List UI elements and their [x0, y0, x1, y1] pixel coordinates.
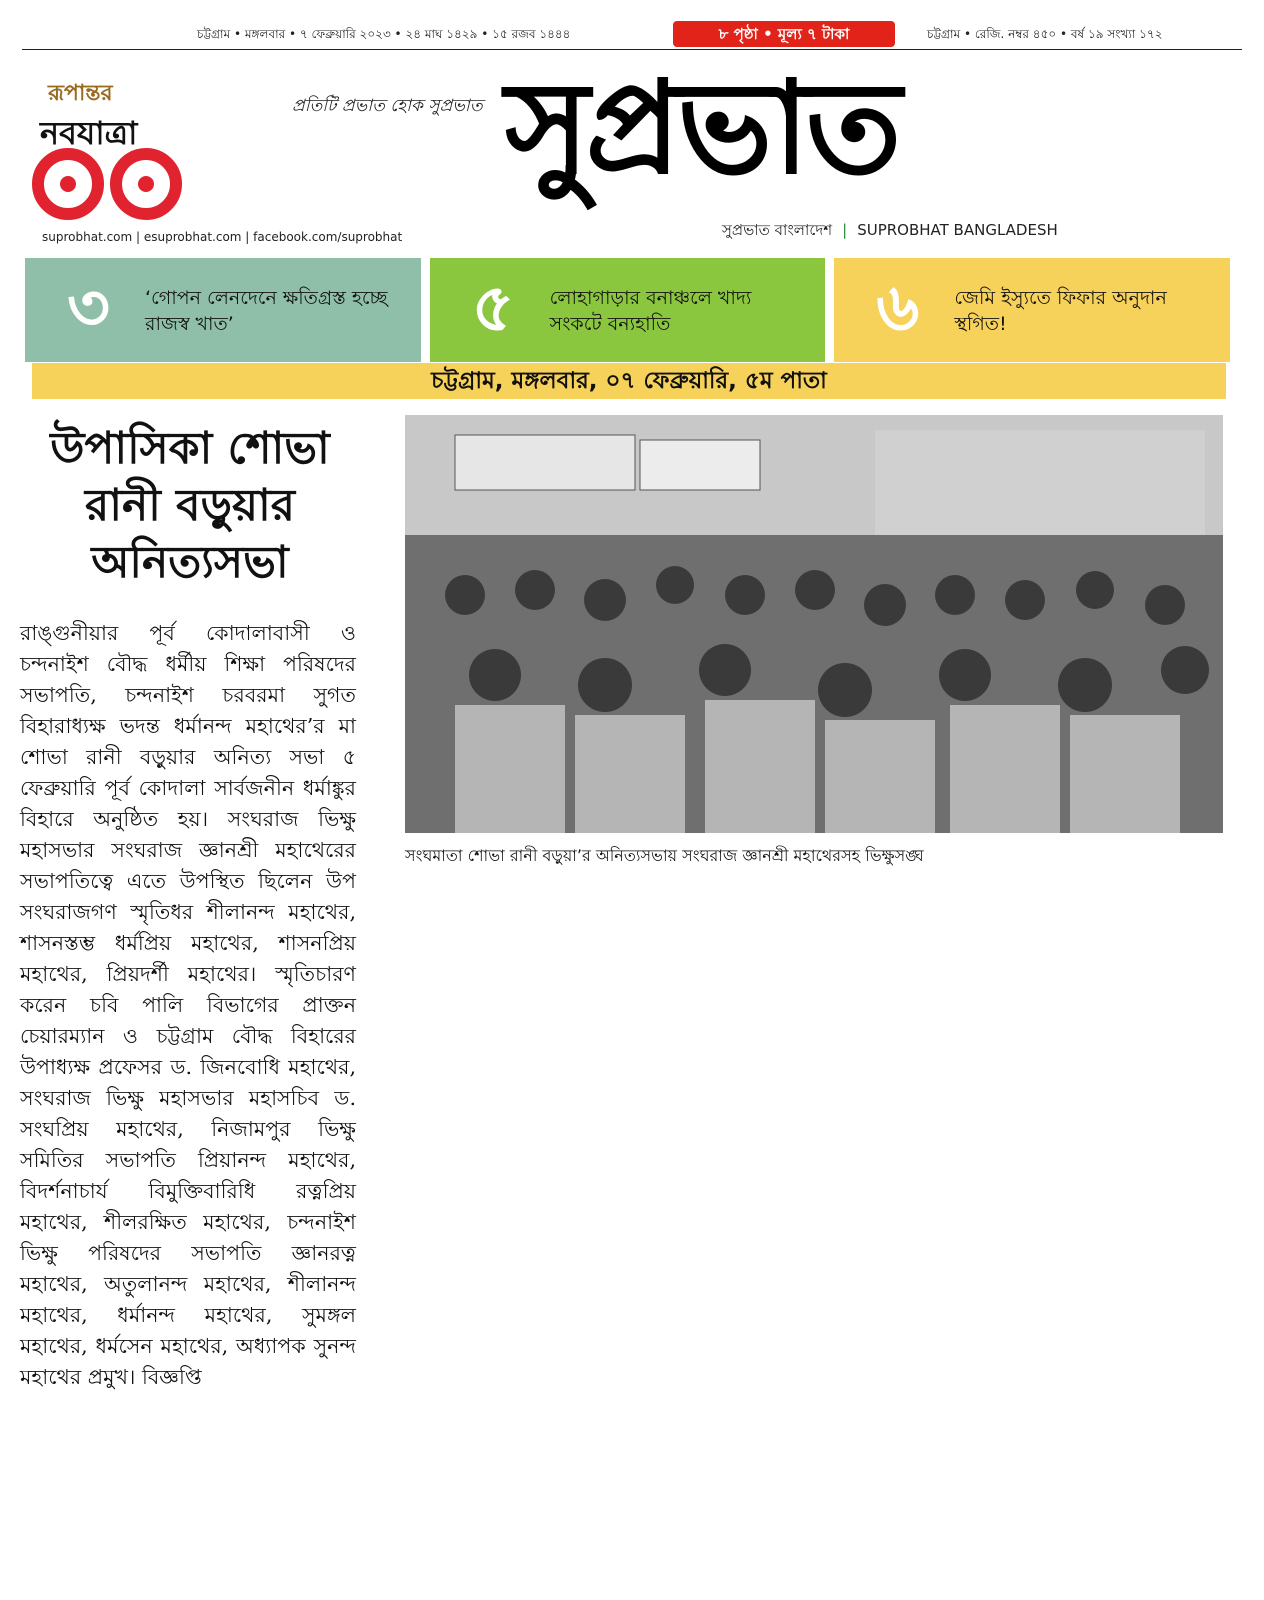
web-links: suprobhat.com | esuprobhat.com | facebook.com/suprobhat: [42, 230, 403, 244]
teaser-page-number: ৬: [876, 269, 920, 346]
teaser-page-number: ৫: [471, 269, 515, 346]
teaser-text: জেমি ইস্যুতে ফিফার অনুদান স্থগিত!: [954, 287, 1167, 335]
teaser-text: লোহাগাড়ার বনাঞ্চলে খাদ্য সংকটে বন্যহাতি: [549, 287, 752, 335]
article-body: রাঙ্গুনীয়ার পূর্ব কোদালাবাসী ও চন্দনাইশ বৌদ্ধ ধর্মীয় শিক্ষা পরিষদের সভাপতি, চন্দনাইশ চরবরমা সুগত বিহারাধ্যক্ষ ভদন্ত ধর্মানন্দ মহাথের’র মা শোভা রানী বড়ুয়ার অনিত্য সভা ৫ ফেব্রুয়ারি পূর্ব কোদালা সার্বজনীন ধর্মাঙ্কুর বিহারে অনুষ্ঠিত হয়। সংঘরাজ ভিক্ষু মহাসভার সংঘরাজ জ্ঞানশ্রী মহাথেরের সভাপতিত্বে এতে উপস্থিত ছিলেন উপ সংঘরাজগণ স্মৃতিধর শীলানন্দ মহাথের, শাসনস্তম্ভ ধর্মপ্রিয় মহাথের, শাসনপ্রিয় মহাথের, প্রিয়দর্শী মহাথের। স্মৃতিচারণ করেন চবি পালি বিভাগের প্রাক্তন চেয়ারম্যান ও চট্টগ্রাম বৌদ্ধ বিহারের উপাধ্যক্ষ প্রফেসর ড. জিনবোধি মহাথের, সংঘরাজ ভিক্ষু মহাসভার মহাসচিব ড. সংঘপ্রিয় মহাথের, নিজামপুর ভিক্ষু সমিতির সভাপতি প্রিয়ানন্দ মহাথের, বিদর্শনাচার্য বিমুক্তিবারিধি রত্নপ্রিয় মহাথের, শীলরক্ষিত মহাথের, চন্দনাইশ ভিক্ষু পরিষদের সভাপতি জ্ঞানরত্ন মহাথের, অতুলানন্দ মহাথের, শীলানন্দ মহাথের, ধর্মানন্দ মহাথের, সুমঙ্গল মহাথের, ধর্মসেন মহাথের, অধ্যাপক সুনন্দ মহাথের প্রমুখ। বিজ্ঞপ্তি: [20, 621, 356, 1389]
article-headline: উপাসিকা শোভা রানী বড়ুয়ার অনিত্যসভা: [50, 423, 330, 589]
top-info-strip: [22, 18, 1242, 50]
separator: |: [842, 221, 848, 239]
teaser-text: ‘গোপন লেনদেনে ক্ষতিগ্রস্ত হচ্ছে রাজস্ব খাত’: [145, 287, 388, 335]
event-photo-graphic: [405, 415, 1223, 833]
issue-info-right: চট্টগ্রাম • রেজি. নম্বর ৪৫০ • বর্ষ ১৯ সংখ্যা ১৭২: [927, 27, 1163, 41]
teaser-page-number: ৩: [67, 269, 110, 346]
issue-info-left: চট্টগ্রাম • মঙ্গলবার • ৭ ফেব্রুয়ারি ২০২৩ • ২৪ মাঘ ১৪২৯ • ১৫ রজব ১৪৪৪: [197, 27, 571, 41]
anniversary-top-text: রূপান্তর: [48, 81, 113, 106]
anniversary-logo: [28, 72, 228, 232]
logo-subtitle-en: SUPROBHAT BANGLADESH: [857, 221, 1058, 239]
teaser-row: [25, 258, 1230, 362]
logo-subtitle: [722, 219, 1058, 244]
tagline: প্রতিটি প্রভাত হোক সুপ্রভাত: [292, 96, 483, 116]
photo-caption: সংঘমাতা শোভা রানী বড়ুয়া’র অনিত্যসভায় সংঘরাজ জ্ঞানশ্রী মহাথেরসহ ভিক্ষুসঙ্ঘ: [405, 846, 924, 865]
teaser-box[interactable]: [834, 258, 1230, 362]
teaser-box[interactable]: [430, 258, 826, 362]
anniversary-number: ১৭: [30, 148, 32, 149]
anniversary-mid-text: নবযাত্রা: [40, 114, 138, 152]
newspaper-logo: সুপ্রভাত: [505, 53, 898, 203]
event-photo: [405, 415, 1223, 833]
price-badge: ৮ পৃষ্ঠা • মূল্য ৭ টাকা: [673, 21, 895, 47]
anniversary-number-graphic: [30, 148, 190, 220]
date-band: চট্টগ্রাম, মঙ্গলবার, ০৭ ফেব্রুয়ারি, ৫ম পাতা: [32, 363, 1226, 399]
teaser-box[interactable]: [25, 258, 421, 362]
logo-subtitle-bn: সুপ্রভাত বাংলাদেশ: [722, 221, 833, 239]
